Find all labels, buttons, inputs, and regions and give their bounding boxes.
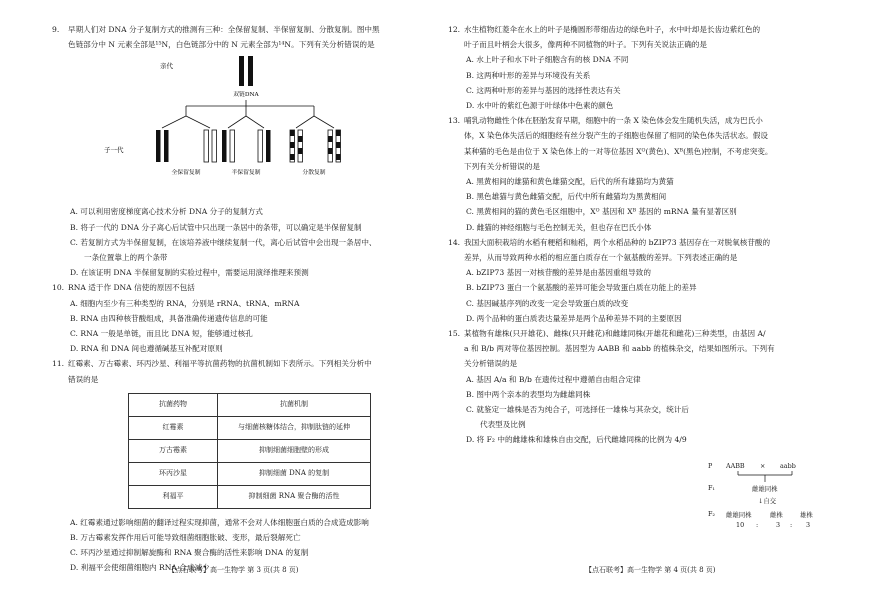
dna-replication-figure bbox=[52, 54, 424, 200]
q14-stem-cont: 差异，从而导致两种水稻的相应蛋白质存在一个氨基酸的差异。下列表述正确的是 bbox=[464, 253, 738, 263]
q14-option-a: A. bZIP73 基因一对核苷酸的差异是由基因重组导致的 bbox=[466, 268, 651, 278]
q11-stem: 11. 红霉素、万古霉素、环丙沙星、利福平等抗菌药物的抗菌机制如下表所示。下列相关分析中 bbox=[52, 359, 372, 369]
table-header: 抗菌药物 bbox=[129, 393, 218, 416]
left-column bbox=[52, 22, 424, 576]
q13-option-a: A. 黑黄相间的雄猫和黄色雄猫交配，后代的所有雄猫均为黄猫 bbox=[466, 177, 674, 187]
q10-option-c: C. RNA 一般是单链，而且比 DNA 短，能够通过核孔 bbox=[70, 329, 253, 339]
cross-ratio-3: 3 bbox=[806, 521, 811, 529]
q13-option-c: C. 黑黄相间的猫的黄色毛区细胞中，Xᴼ 基因和 Xᴮ 基因的 mRNA 量有显著区别 bbox=[466, 207, 737, 217]
table-cell: 抑制细菌细胞壁的形成 bbox=[218, 439, 371, 462]
q11-stem-cont: 错误的是 bbox=[68, 374, 99, 384]
table-cell: 与细菌核糖体结合，抑制肽链的延伸 bbox=[218, 416, 371, 439]
q10-stem: 10. RNA 适于作 DNA 信使的原因不包括 bbox=[52, 283, 195, 293]
q15-stem-cont: a 和 B/b 两对等位基因控制。基因型为 AABB 和 aabb 的植株杂交，结果如图所示。下列有 bbox=[464, 344, 775, 354]
q10-option-b: B. RNA 由四种核苷酸组成，具备准确传递遗传信息的可能 bbox=[70, 313, 268, 323]
q15-option-d: D. 将 F₂ 中的雌雄株和雄株自由交配，后代雌雄同株的比例为 4/9 bbox=[466, 435, 687, 445]
table-header: 抗菌机制 bbox=[218, 393, 371, 416]
table-row bbox=[129, 485, 371, 508]
label-semiconservative: 半保留复制 bbox=[231, 170, 261, 177]
table-row bbox=[129, 439, 371, 462]
q13-stem-cont: 体，X 染色体失活后的细胞经有丝分裂产生的子细胞也保留了相同的染色体失活状态。假设 bbox=[464, 131, 768, 141]
antibiotic-table bbox=[128, 393, 371, 509]
table-cell: 环丙沙星 bbox=[129, 462, 218, 485]
q14-option-c: C. 基因碱基序列的改变一定会导致蛋白质的改变 bbox=[466, 298, 629, 308]
cross-parent-1: AABB bbox=[726, 462, 745, 470]
table-cell: 抑制细菌 RNA 聚合酶的活性 bbox=[218, 485, 371, 508]
q12-option-a: A. 水上叶子和水下叶子细胞含有的核 DNA 不同 bbox=[466, 55, 629, 65]
footer-left: 【点石联考】高一生物学 第 3 页(共 8 页) bbox=[168, 566, 299, 574]
q13-option-b: B. 黑色雄猫与黄色雌猫交配，后代中所有雌猫均为黑黄相间 bbox=[466, 192, 667, 202]
q13-stem-cont: 某种猫的毛色是由位于 X 染色体上的一对等位基因 Xᴼ(黄色)、Xᴮ(黑色)控制，不考虑突变。 bbox=[464, 146, 773, 156]
table-cell: 利福平 bbox=[129, 485, 218, 508]
q12-stem-cont: 叶子而且叶柄会大很多，像两种不同植物的叶子。下列有关说法正确的是 bbox=[464, 40, 707, 50]
parent-strand-1 bbox=[239, 56, 244, 86]
cross-f2-phenotype-3: 雄株 bbox=[800, 511, 813, 519]
q13-stem: 13. 哺乳动物雌性个体在胚胎发育早期，细胞中的一条 X 染色体会发生随机失活，成为巴氏小 bbox=[448, 116, 763, 126]
right-column bbox=[448, 22, 820, 448]
cross-f1-phenotype: 雌雄同株 bbox=[752, 485, 778, 493]
q14-stem: 14. 我国大面积栽培的水稻有粳稻和籼稻，两个水稻品种的 bZIP73 基因存在一对脱氧核苷酸的 bbox=[448, 237, 771, 247]
q11-option-d: D. 利福平会使细菌细胞内 RNA 合成减少 bbox=[70, 563, 210, 573]
q15-option-c: C. 就鉴定一雄株是否为纯合子，可选择任一雄株与其杂交，统计后 bbox=[466, 405, 689, 415]
q14-option-b: B. bZIP73 蛋白一个氨基酸的差异可能会导致蛋白质在功能上的差异 bbox=[466, 283, 697, 293]
q12-stem: 12. 水生植物红菱伞在水上的叶子是椭圆形带细齿边的绿色叶子，水中叶却是长齿边紫红色的 bbox=[448, 25, 761, 34]
q11-option-c: C. 环丙沙星通过抑制解旋酶和 RNA 聚合酶的活性来影响 DNA 的复制 bbox=[70, 548, 309, 558]
cross-p-label: P bbox=[708, 462, 713, 470]
q12-option-b: B. 这两种叶形的差异与环境没有关系 bbox=[466, 70, 591, 80]
q10-option-a: A. 细胞内至少有三种类型的 RNA，分别是 rRNA、tRNA、mRNA bbox=[70, 298, 300, 308]
q10-option-d: D. RNA 和 DNA 间也遵循碱基互补配对原则 bbox=[70, 344, 223, 354]
cross-ratio-2: 3 bbox=[776, 521, 781, 529]
q12-option-c: C. 这两种叶形的差异与基因的选择性表达有关 bbox=[466, 85, 621, 95]
q9-option-c-cont: 一条位置靠上的两个条带 bbox=[84, 253, 168, 263]
cross-parent-2: aabb bbox=[780, 462, 796, 470]
cross-f1-label: F₁ bbox=[708, 484, 715, 492]
parent-label: 亲代 bbox=[160, 62, 173, 71]
genetic-cross-diagram bbox=[708, 458, 828, 538]
cross-ratio-1: 10 bbox=[736, 521, 745, 529]
q9-stem: 9. 早期人们对 DNA 分子复制方式的推测有三种：全保留复制、半保留复制、分散复制。图中黑 bbox=[52, 25, 380, 34]
table-cell: 万古霉素 bbox=[129, 439, 218, 462]
q15-option-c-cont: 代表型及比例 bbox=[480, 420, 526, 430]
q9-option-a: A. 可以利用密度梯度离心技术分析 DNA 分子的复制方式 bbox=[70, 207, 263, 217]
q11-option-b: B. 万古霉素发挥作用后可能导致细菌细胞胀破、变形，最后裂解死亡 bbox=[70, 533, 301, 543]
label-dispersive: 分散复制 bbox=[302, 170, 326, 177]
cross-ratio-colon: : bbox=[790, 521, 793, 529]
q15-stem-cont: 关分析错误的是 bbox=[464, 359, 518, 369]
footer-right: 【点石联考】高一生物学 第 4 页(共 8 页) bbox=[585, 566, 716, 574]
q15-option-a: A. 基因 A/a 和 B/b 在遗传过程中遵循自由组合定律 bbox=[466, 374, 641, 384]
q15-stem: 15. 某植物有雄株(只开雄花)、雌株(只开雌花)和雌雄同株(开雄花和雌花)三种类型，由基因 A/ bbox=[448, 329, 766, 339]
table-header-row bbox=[129, 393, 371, 416]
q12-option-d: D. 水中叶的紫红色源于叶绿体中色素的颜色 bbox=[466, 101, 614, 111]
q15-option-b: B. 图中两个亲本的表型均为雌雄同株 bbox=[466, 389, 591, 399]
table-cell: 抑制细菌 DNA 的复制 bbox=[218, 462, 371, 485]
cross-symbol: × bbox=[760, 462, 766, 470]
table-row bbox=[129, 416, 371, 439]
cross-f2-label: F₂ bbox=[708, 510, 715, 518]
table-cell: 红霉素 bbox=[129, 416, 218, 439]
label-conservative: 全保留复制 bbox=[171, 170, 201, 177]
dispersive-dna-2 bbox=[328, 130, 341, 162]
q9-option-c: C. 若复制方式为半保留复制，在该培养液中继续复制一代，离心后试管中会出现一条居中、 bbox=[70, 237, 377, 247]
q9-option-b: B. 将子一代的 DNA 分子离心后试管中只出现一条居中的条带，可以确定是半保留复制 bbox=[70, 222, 362, 232]
q14-option-d: D. 两个品种的蛋白质表达量差异是两个品种差异不同的主要原因 bbox=[466, 313, 682, 323]
q13-stem-cont: 下列有关分析错误的是 bbox=[464, 161, 540, 171]
parent-strand-2 bbox=[248, 56, 253, 86]
center-label: 双链DNA bbox=[233, 92, 259, 99]
cross-self-arrow: ↓自交 bbox=[758, 497, 777, 505]
q9-stem-cont: 色链部分中 N 元素全部是¹⁵N，白色链部分中的 N 元素全部为¹⁴N。下列有关分析错误的是 bbox=[68, 40, 375, 50]
cross-f2-phenotype-2: 雌株 bbox=[770, 511, 783, 519]
cross-ratio-colon: : bbox=[756, 521, 759, 529]
q9-option-d: D. 在该证明 DNA 半保留复制的实验过程中，需要运用演绎推理来预测 bbox=[70, 268, 309, 278]
dna-replication-svg bbox=[52, 54, 424, 200]
table-row bbox=[129, 462, 371, 485]
cross-f2-phenotype-1: 雌雄同株 bbox=[726, 511, 752, 519]
dispersive-dna-1 bbox=[290, 130, 303, 162]
child-label: 子一代 bbox=[104, 146, 124, 155]
q11-option-a: A. 红霉素通过影响细菌的翻译过程实现抑菌，通常不会对人体细胞蛋白质的合成造成影响 bbox=[70, 517, 369, 527]
q13-option-d: D. 雌猫的神经细胞与毛色控制无关，但也存在巴氏小体 bbox=[466, 222, 652, 232]
